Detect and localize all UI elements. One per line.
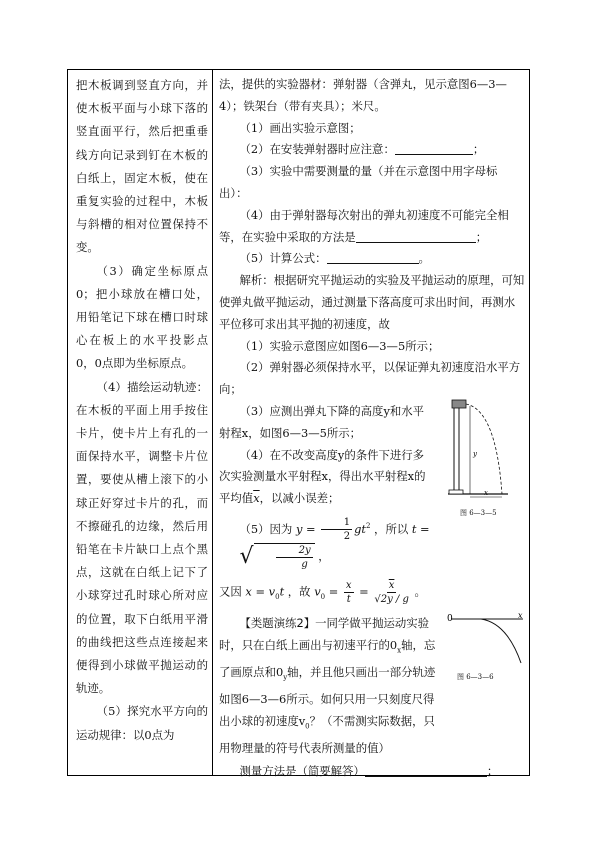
practice-text-b: 一同学做平抛运动实验时，只在白纸上画出与初速平行的0 [219,615,430,652]
formula-gt2: gt [354,521,366,536]
question-2 [219,139,525,161]
measure-line [219,761,525,783]
figure-6-3-5 [446,396,516,506]
formula-y: y [295,521,303,536]
answer-6-end: 。 [414,584,426,599]
answer-6-mid: ，故 [287,584,311,599]
fraction-x-over-t: $\frac{x}{t}$ [345,580,352,606]
answer-5-pre: （5）因为 [239,521,293,536]
intro-text-equipment: 实验器材 [275,77,322,91]
left-paragraph-1: 把木板调到竖直方向，并使木板平面与小球下落的竖直面平行，然后把重垂线方向记录到钉在木板的白纸上，固定木板，使在重复实验的过程中，木板与斜槽的相对位置保持不变。 [76,78,208,255]
intro-text-a: 法，提供的 [219,77,276,91]
question-3: （3）实验中需要测量的量（并在示意图中用字母标出）： [219,164,498,200]
label-x: x [484,489,488,497]
question-1: （1）画出实验示意图； [239,120,361,135]
question-2-end: ； [472,142,485,157]
column-divider [212,70,213,775]
question-5 [219,248,525,270]
answer-6-pre: 又因 [219,584,242,599]
practice-text-e: ？（不需测实际数据，只用物理量的符号代表所测量的值） [219,713,435,755]
practice-paragraph: 【类题演练2】一同学做平抛运动实验时，只在白纸上画出与初速平行的$0_x$轴，忘了画原点和$0_y$轴，并且他只画出一部分轨迹如图6—3—6所示。如何只用一只刻度尺得出小球的初速度$v_0$？（不需测实际数据，只用物理量的符号代表所测量的值） [219,615,436,755]
fraction-xbar-over-sqrt: $\frac{\overline{x}}{√2y / g}$ [374,580,409,606]
measure-text: 测量方法是（简要解答） [239,764,365,779]
answer-3: （3）应测出弹丸下降的高度y和水平射程x，如图6—3—5所示； [219,403,425,440]
answer-blank-4[interactable] [356,229,476,243]
left-column [76,74,208,747]
answer-2: （2）弹射器必须保持水平，以保证弹丸初速度沿水平方向； [219,360,521,397]
question-4-end: ； [475,229,488,244]
left-paragraph-3: （4）描绘运动轨迹：在木板的平面上用手按住卡片，使卡片上有孔的一面保持水平，调整卡片位置，要使从槽上滚下的小球正好穿过卡片的孔，而不擦碰孔的边缘，然后用铅笔在卡片缺口上点个黑点，这就在白纸上记下了小球穿过孔时球心所对应的位置，取下白纸用平滑的曲线把这些点连接起来便得到小球做平抛运动的轨迹。 [76,379,208,696]
answer-blank-2[interactable] [395,141,473,155]
left-paragraph-2: （3）确定坐标原点0；把小球放在槽口处，用铅笔记下球在槽口时球心在板上的水平投影点0，0点即为坐标原点。 [76,263,208,371]
practice-text-c: 轴，忘了画原点和0 [219,637,436,679]
answer-5-end: ， [318,549,330,564]
label-origin: 0 [447,614,453,624]
fraction-one-half: $\frac{1}{2}$ [321,516,352,543]
figure-6-3-6 [445,611,527,665]
question-4 [219,205,525,249]
intro-paragraph [219,74,525,118]
left-paragraph-4: （5）探究水平方向的运动规律：以0点为 [76,704,208,742]
practice-title: 【类题演练2】 [239,615,316,630]
answer-4-text-b: ，以减小误差； [259,491,340,506]
figure-6-3-6-caption: 图 6—3—6 [457,673,494,681]
x-bar-symbol: $\overline{x}$ [253,491,260,506]
partial-trajectory [481,619,521,663]
figure-6-3-5-caption: 图 6—3—5 [460,509,497,517]
launcher [452,400,466,408]
answer-4 [219,445,434,510]
sqrt-2y-over-g: √ $\frac{2y}{g}$ [219,543,315,571]
content-table [67,69,530,779]
answer-6-formula: 又因 $x = v_0t$ ，故 $v_0$ = $\frac{x}{t}$ = $\frac{\overline{x}}{√2y / g}$ 。 [219,580,426,606]
answer-5-formula: （5）因为 y = $\frac{1}{2}$ $gt^2$ ，所以 t = √ $\frac{2y}{g}$ ， [219,516,525,571]
answer-4-text: （4）在不改变高度y的条件下进行多次实验测量水平射程x，得出水平射程x的平均值 [219,447,426,506]
label-y: y [473,450,477,458]
question-2-text: （2）在安装弹射器时应注意： [239,142,395,157]
answer-blank-5[interactable] [327,250,419,264]
answer-5-mid: ，所以 [374,521,409,536]
stand-pole [454,402,459,494]
trajectory-curve [466,404,502,494]
question-4-text: （4）由于弹射器每次射出的弹丸初速度不可能完全相等，在实验中采取的方法是 [219,207,509,244]
measure-end: ； [486,764,499,779]
label-x-axis: x [518,611,523,620]
stand-base [449,490,463,494]
answer-blank-measure[interactable] [365,763,487,777]
question-5-text: （5）计算公式： [239,251,327,266]
answer-1: （1）实验示意图应如图6—3—5所示； [239,338,440,353]
question-5-end: 。 [418,251,430,266]
intro-text-c: ：弹射器（含弹丸，见示意图6—3—4）；铁架台（带有夹具）；米尺。 [219,77,507,113]
analysis-paragraph: 解析：根据研究平抛运动的实验及平抛运动的原理，可知使弹丸做平抛运动，通过测量下落高度可求出时间，再测水平位移可求出其平抛的初速度，故 [219,273,525,331]
practice-text-d: 轴，并且他只画出一部分轨迹如图6—3—6所示。如何只用一只刻度尺得出小球的初速度v [219,664,436,728]
